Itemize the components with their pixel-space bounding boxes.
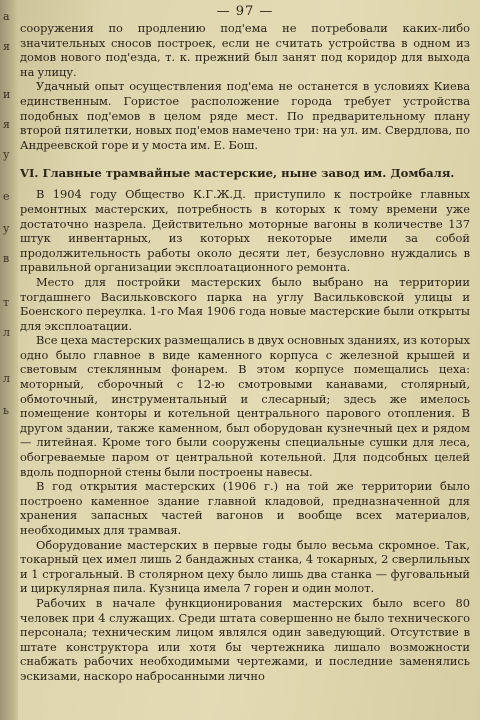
facing-page-edge bbox=[0, 0, 18, 720]
margin-letter: т bbox=[3, 296, 10, 309]
margin-letter: л bbox=[3, 372, 10, 385]
margin-letter: и bbox=[3, 88, 11, 101]
body-paragraph: Оборудование мастерских в первые годы было весьма скромное. Так, токарный цех имел лишь 2 бандажных станка, 4 токарных, 2 сверлильных и 1 строгальный. В столярном цеху было лишь два станка — фуговальный и циркулярная пила. Кузница имела 7 горен и один молот. bbox=[20, 537, 470, 596]
intro-paragraph: Удачный опыт осуществления под'ема не останется в условиях Киева единственным. Гористое расположение города требует устройства подобных под'емов в целом ряде мест. По предварительному плану второй пятилетки, новых под'емов намечено три: на ул. им. Свердлова, по Андреевской горе и у моста им. Е. Бош. bbox=[20, 79, 470, 152]
margin-letter: а bbox=[3, 10, 10, 23]
margin-letter: у bbox=[3, 148, 10, 161]
body-paragraph: Все цеха мастерских размещались в двух основных зданиях, из которых одно было главное в виде каменного корпуса с железной крышей и световым стеклянным фонарем. В этом корпусе помещались цеха: моторный, сборочный с 12-ю смотровыми канавами, столярный, обмоточный, инструментальный и слесарный; здесь же имелось помещение конторы и котельной центрального парового отопления. В другом здании, также каменном, был оборудован кузнечный цех и рядом — литейная. Кроме того были сооружены специальные сушки для леса, обогреваемые паром от центральной котельной. Для подсобных целей вдоль подпорной стены были построены навесы. bbox=[20, 333, 470, 479]
margin-letter: в bbox=[3, 252, 10, 265]
margin-letter: ь bbox=[3, 404, 9, 417]
section-title: VI. Главные трамвайные мастерские, ныне завод им. Домбаля. bbox=[20, 166, 455, 181]
body-paragraph: В год открытия мастерских (1906 г.) на той же территории было построено каменное здание главной кладовой, предназначенной для хранения запасных частей вагонов и вообще всех материалов, необходимых для трамвая. bbox=[20, 479, 470, 537]
intro-paragraph: сооружения по продлению под'ема не потребовали каких-либо значительных сносов построек, если не считать устройства в одном из домов нового под'езда, т. к. прежний был занят под коридор для выхода на улицу. bbox=[20, 21, 470, 79]
margin-letter: я bbox=[3, 118, 10, 131]
margin-letter: у bbox=[3, 222, 10, 235]
body-paragraph: Место для постройки мастерских было выбрано на территории тогдашнего Васильковского парка на углу Васильковской улицы и Боенского переулка. 1-го Мая 1906 года новые мастерские были открыты для эксплоатации. bbox=[20, 274, 470, 333]
margin-letter: е bbox=[3, 190, 10, 203]
body-paragraph: В 1904 году Общество К.Г.Ж.Д. приступило к постройке главных ремонтных мастерских, потребность в которых к тому времени уже достаточно назрела. Действительно моторные вагоны в количестве 137 штук инвентарных, из которых некоторые имели за собой продолжительность работы около десяти лет, безусловно нуждались в правильной организации эксплоатационного ремонта. bbox=[20, 187, 470, 275]
body-paragraph: Рабочих в начале функционирования мастерских было всего 80 человек при 4 служащих. Среди штата совершенно не было технического персонала; техническим лицом являлся один заведующий. Отсутствие в штате конструктора или хотя бы чертежника лишало возможности снабжать рабочих необходимыми чертежами, и последние заменялись эскизами, наскоро набросанными лично bbox=[20, 595, 470, 683]
page-number: — 97 — bbox=[216, 4, 274, 19]
margin-letter: я bbox=[3, 40, 10, 53]
margin-letter: л bbox=[3, 326, 10, 339]
